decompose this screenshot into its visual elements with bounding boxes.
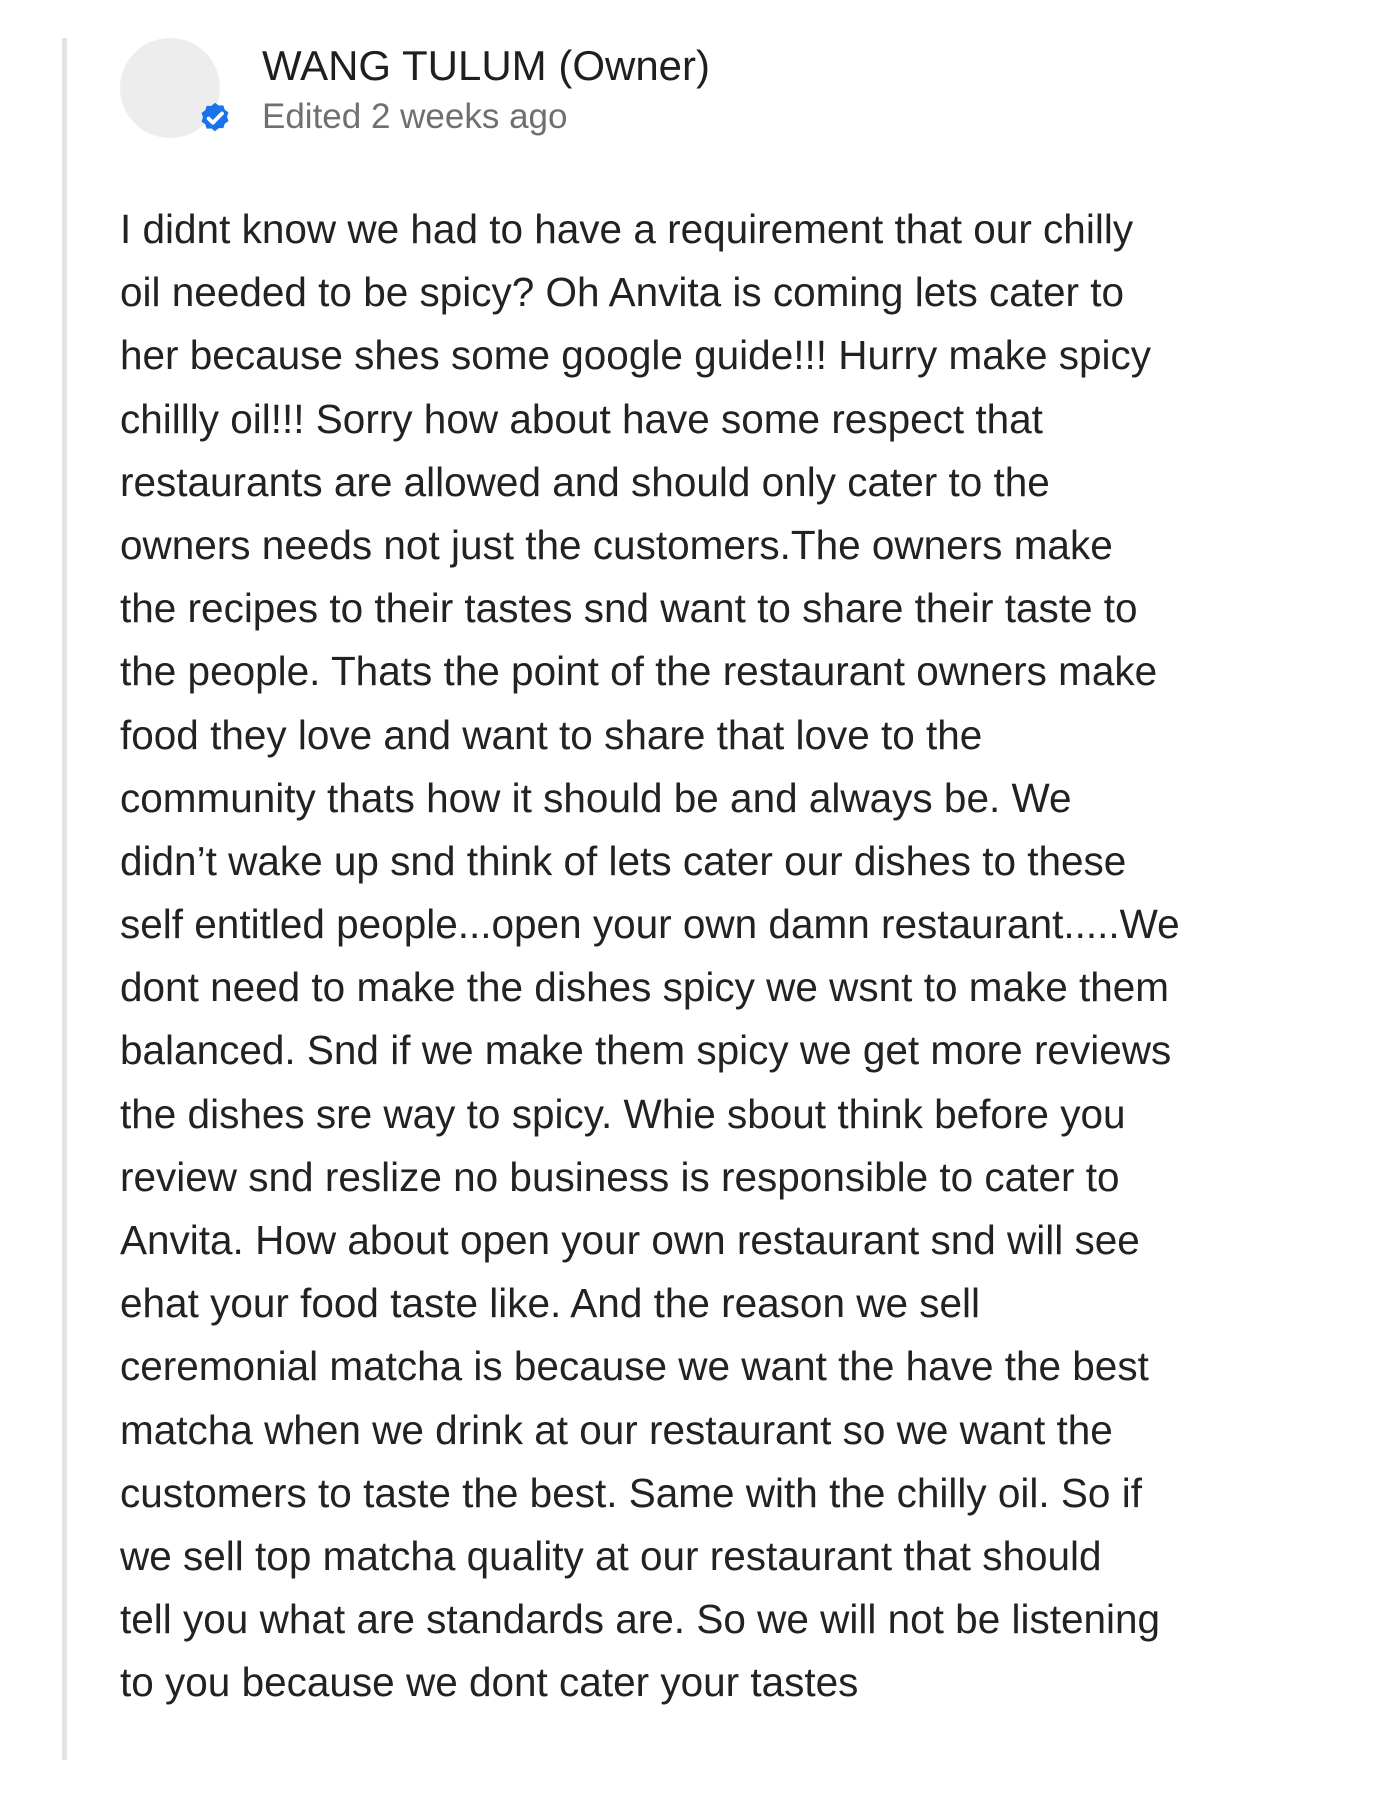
owner-reply-text [120,198,1332,1715]
reply-text-line: chillly oil!!! Sorry how about have some respect that [120,395,1043,442]
reply-text-line: tell you what are standards are. So we will not be listening [120,1596,1161,1643]
reply-text-line: the recipes to their tastes snd want to share their taste to [120,585,1138,632]
reply-text-line: I didnt know we had to have a requirement that our chilly [120,206,1134,252]
reply-text-line: customers to taste the best. Same with the chilly oil. So if [120,1469,1142,1516]
owner-name[interactable]: WANG TULUM (Owner) [262,42,711,89]
reply-text-line: the people. Thats the point of the restaurant owners make [120,648,1158,695]
reply-text-line: we sell top matcha quality at our restaurant that should [120,1532,1102,1579]
reply-text-line: self entitled people...open your own damn restaurant.....We [120,901,1180,948]
reply-text-line: balanced. Snd if we make them spicy we get more reviews [120,1027,1172,1074]
reply-text-line: food they love and want to share that love to the [120,711,983,758]
reply-text-line: ceremonial matcha is because we want the have the best [120,1343,1149,1390]
reply-text-line: to you because we dont cater your tastes [120,1659,859,1706]
reply-text-line: owners needs not just the customers.The owners make [120,521,1113,568]
reply-text-line: didn’t wake up snd think of lets cater our dishes to these [120,837,1127,884]
reply-text-line: the dishes sre way to spicy. Whie sbout think before you [120,1090,1126,1137]
reply-text-line: Anvita. How about open your own restaurant snd will see [120,1217,1140,1263]
edited-timestamp: Edited 2 weeks ago [262,97,568,136]
reply-text-line: dont need to make the dishes spicy we wsnt to make them [120,964,1170,1011]
verified-check-icon [196,98,234,136]
reply-thread-line [62,38,67,1760]
reply-text-line: matcha when we drink at our restaurant so we want the [120,1406,1113,1453]
reply-text-line: review snd reslize no business is responsible to cater to [120,1153,1120,1200]
reply-text-line: oil needed to be spicy? Oh Anvita is coming lets cater to [120,269,1125,316]
reply-text-line: her because shes some google guide!!! Hurry make spicy [120,332,1152,379]
reply-text-line: ehat your food taste like. And the reason we sell [120,1280,981,1327]
reply-text-line: community thats how it should be and always be. We [120,774,1072,821]
reply-text-line: restaurants are allowed and should only cater to the [120,458,1050,505]
